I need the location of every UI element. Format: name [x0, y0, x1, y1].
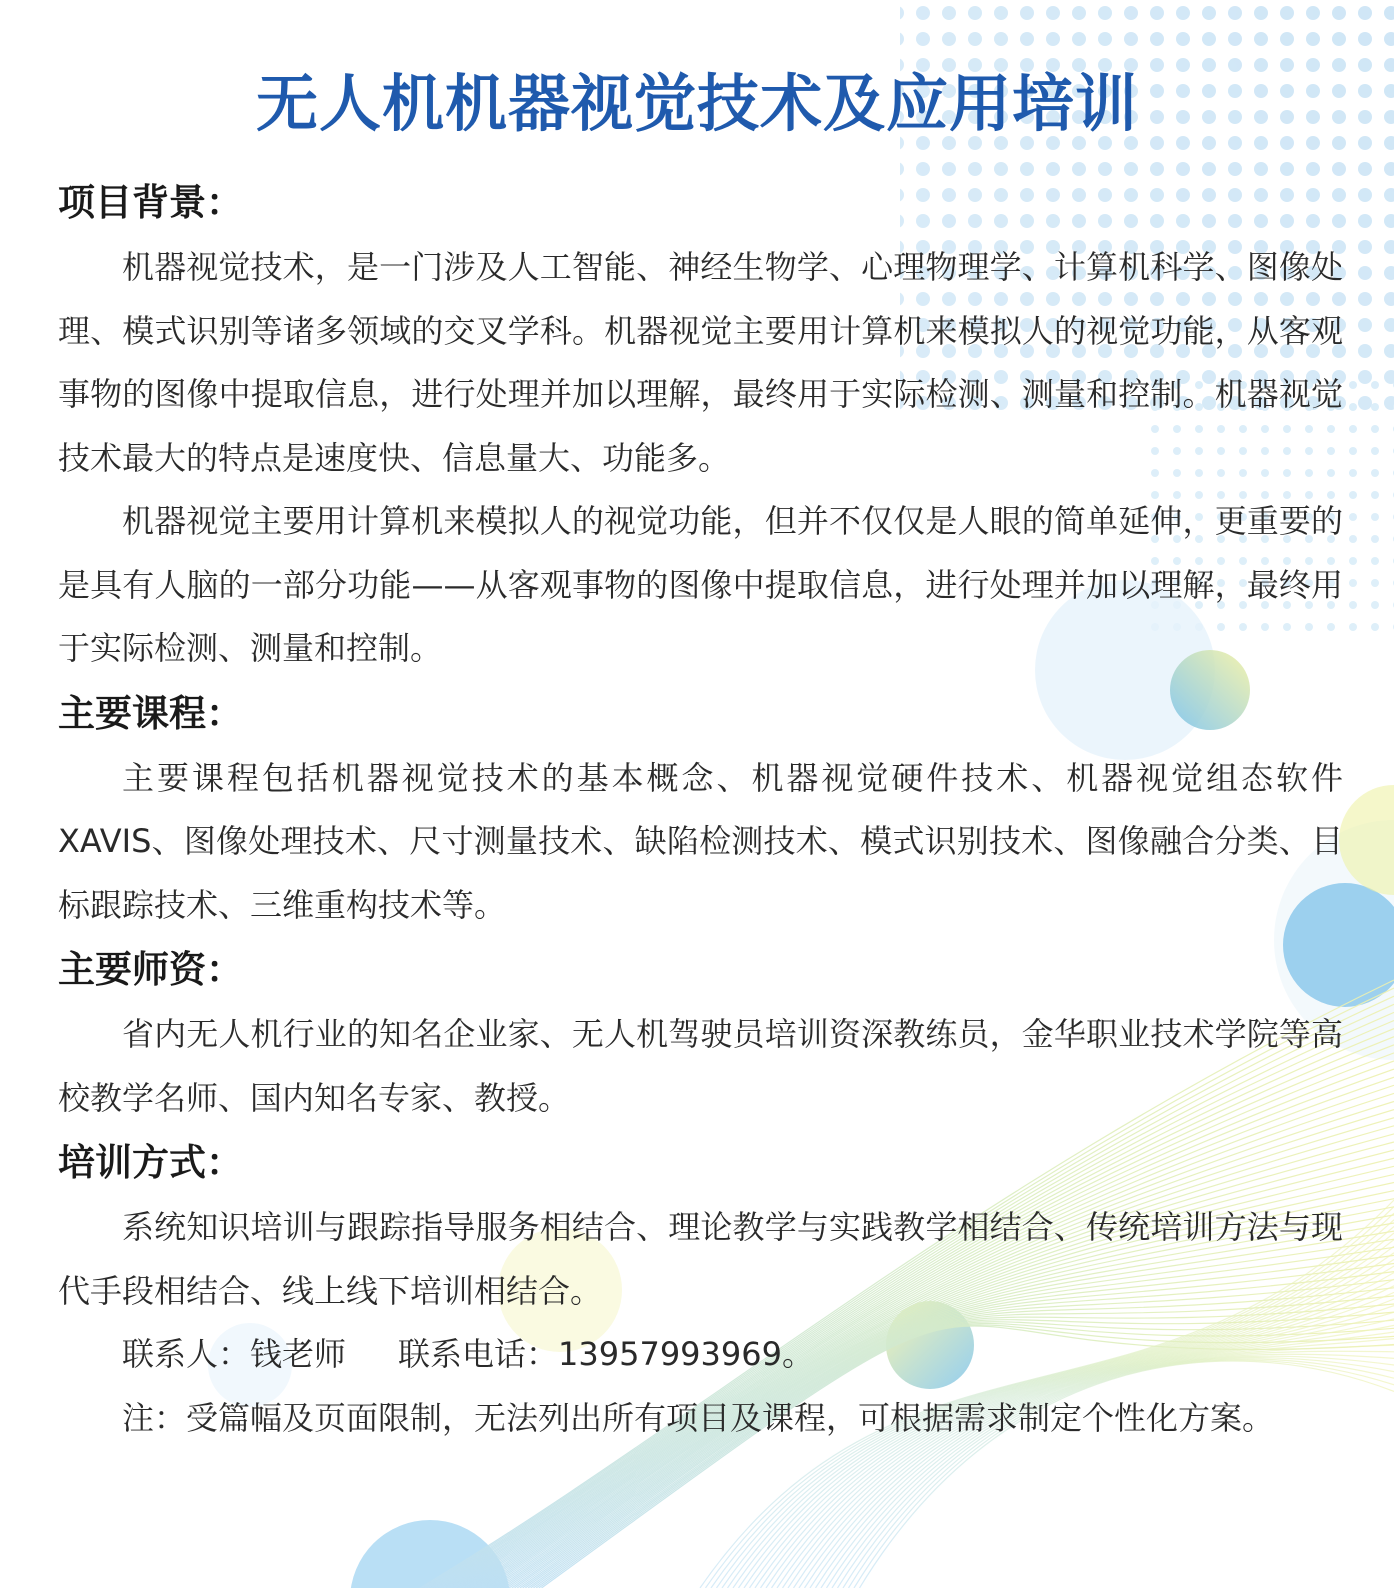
contact-line — [58, 1323, 1343, 1387]
paragraph: 机器视觉主要用计算机来模拟人的视觉功能，但并不仅仅是人眼的简单延伸，更重要的是具有人脑的一部分功能——从客观事物的图像中提取信息，进行处理并加以理解，最终用于实际检测、测量和控制。 — [58, 502, 1343, 667]
page-title: 无人机机器视觉技术及应用培训 — [255, 66, 1138, 140]
section-courses — [58, 681, 1343, 938]
paragraph: 机器视觉技术，是一门涉及人工智能、神经生物学、心理物理学、计算机科学、图像处理、模式识别等诸多领域的交叉学科。机器视觉主要用计算机来模拟人的视觉功能，从客观事物的图像中提取信息，进行处理并加以理解，最终用于实际检测、测量和控制。机器视觉技术最大的特点是速度快、信息量大、功能多。 — [58, 248, 1343, 477]
paragraph: 系统知识培训与跟踪指导服务相结合、理论教学与实践教学相结合、传统培训方法与现代手段相结合、线上线下培训相结合。 — [58, 1208, 1343, 1310]
contact-phone: 联系电话：13957993969。 — [398, 1335, 814, 1373]
paragraph: 省内无人机行业的知名企业家、无人机驾驶员培训资深教练员，金华职业技术学院等高校教学名师、国内知名专家、教授。 — [58, 1015, 1343, 1117]
section-faculty — [58, 937, 1343, 1130]
content-body — [58, 170, 1343, 1450]
paragraph: 主要课程包括机器视觉技术的基本概念、机器视觉硬件技术、机器视觉组态软件 XAVIS、图像处理技术、尺寸测量技术、缺陷检测技术、模式识别技术、图像融合分类、目标跟踪技术、三维重构技术等。 — [58, 758, 1343, 924]
section-heading: 培训方式： — [58, 1141, 243, 1184]
section-background — [58, 170, 1343, 681]
section-training-method — [58, 1130, 1343, 1450]
note-paragraph: 注：受篇幅及页面限制，无法列出所有项目及课程，可根据需求制定个性化方案。 — [122, 1398, 1275, 1437]
section-heading: 主要课程： — [58, 691, 243, 735]
section-heading: 主要师资： — [58, 948, 243, 991]
contact-person: 联系人：钱老师 — [122, 1335, 347, 1373]
section-heading: 项目背景： — [58, 181, 243, 224]
